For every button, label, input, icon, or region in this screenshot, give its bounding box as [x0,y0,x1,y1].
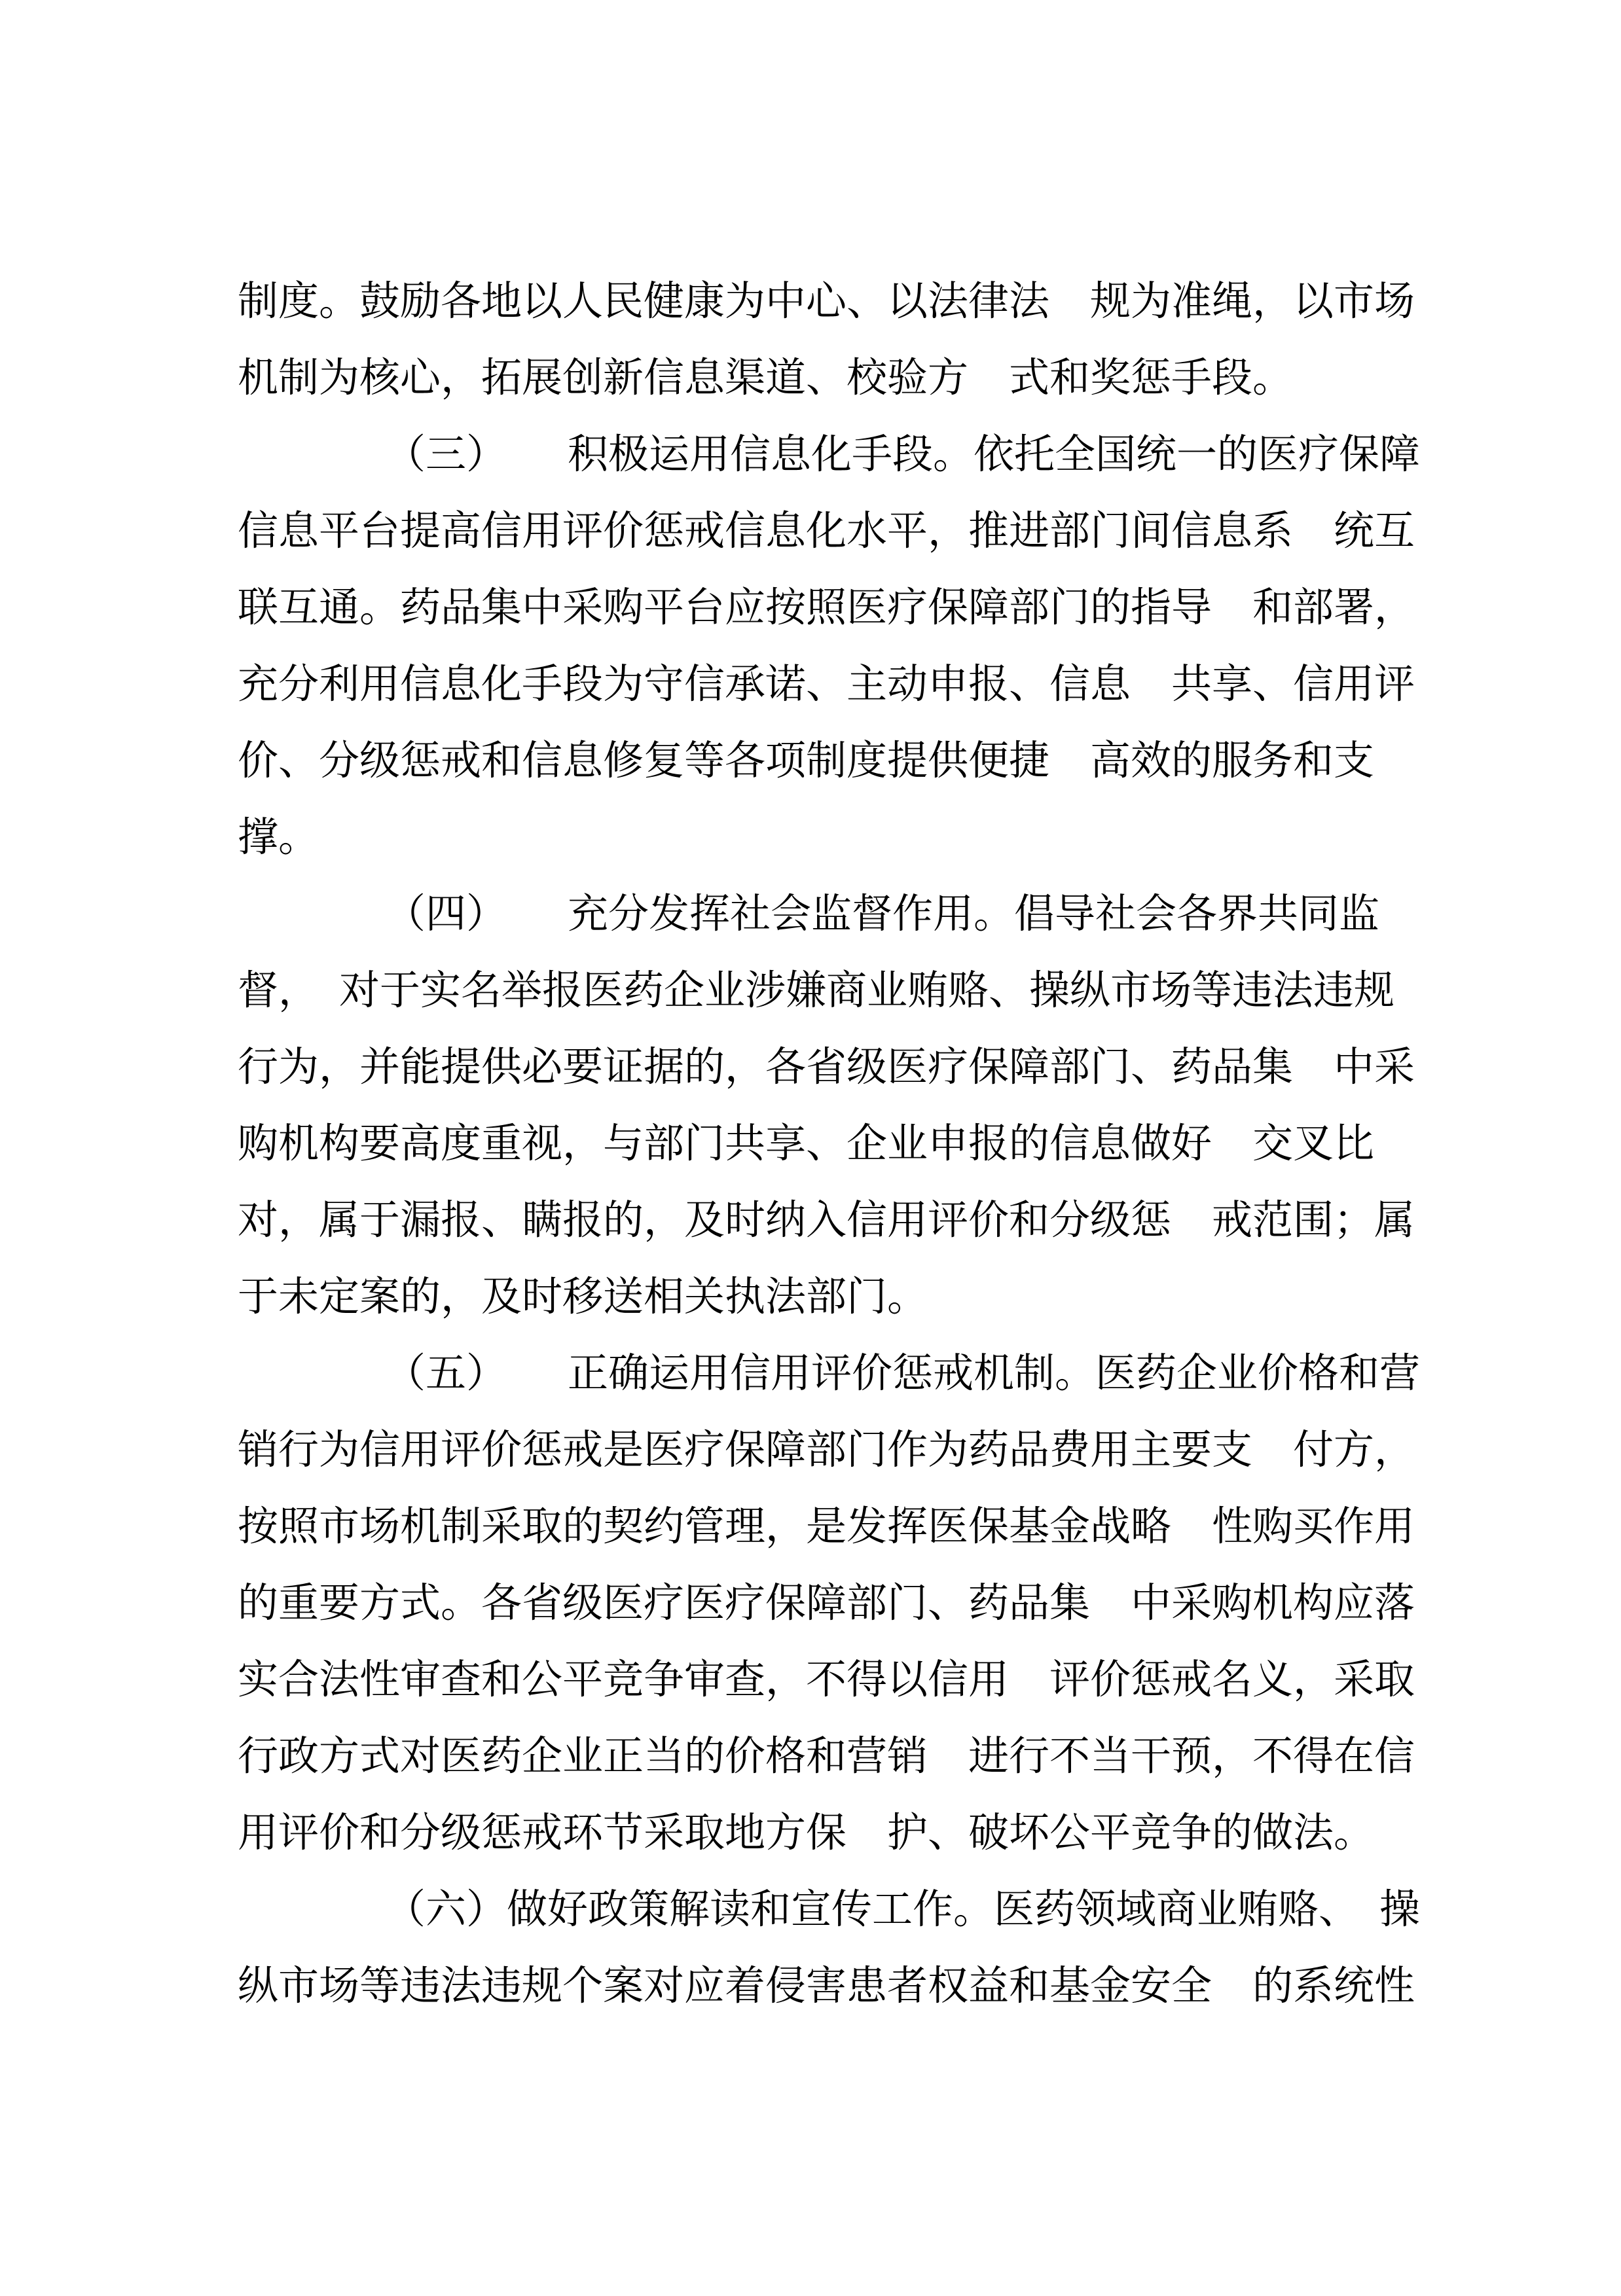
paragraph-start-item-3: （三） 积极运用信息化手段。依托全国统一的医疗保障 [385,433,1421,477]
text-line: 机制为核心，拓展创新信息渠道、校验方 式和奖惩手段。 [238,356,1294,401]
text-line: 于未定案的，及时移送相关执法部门。 [238,1275,928,1319]
text-line: 用评价和分级惩戒环节采取地方保 护、破坏公平竞争的做法。 [238,1811,1375,1856]
text-line: 购机构要高度重视，与部门共享、企业申报的信息做好 交叉比 [238,1122,1375,1166]
text-line: 行为，并能提供必要证据的，各省级医疗保障部门、药品集 中采 [238,1045,1415,1090]
paragraph-start-item-5: （五） 正确运用信用评价惩戒机制。医药企业价格和营 [385,1352,1421,1396]
text-line: 充分利用信息化手段为守信承诺、主动申报、信息 共享、信用评 [238,662,1415,707]
text-line: 纵市场等违法违规个案对应着侵害患者权益和基金安全 的系统性 [238,1964,1415,2009]
document-body [238,264,1421,2025]
text-line: 联互通。药品集中采购平台应按照医疗保障部门的指导 和部署， [238,586,1415,630]
text-line: 价、分级惩戒和信息修复等各项制度提供便捷 高效的服务和支 [238,739,1375,783]
text-line: 制度。鼓励各地以人民健康为中心、以法律法 规为准绳，以市场 [238,279,1415,324]
text-line: 的重要方式。各省级医疗医疗保障部门、药品集 中采购机构应落 [238,1581,1415,1626]
text-line: 督， 对于实名举报医药企业涉嫌商业贿赂、操纵市场等违法违规 [238,969,1395,1013]
text-line: 撑。 [238,816,319,860]
text-line: 对，属于漏报、瞒报的，及时纳入信用评价和分级惩 戒范围；属 [238,1198,1415,1243]
text-line: 销行为信用评价惩戒是医疗保障部门作为药品费用主要支 付方， [238,1428,1415,1473]
paragraph-start-item-4: （四） 充分发挥社会监督作用。倡导社会各界共同监 [385,892,1380,937]
text-line: 行政方式对医药企业正当的价格和营销 进行不当干预，不得在信 [238,1734,1415,1779]
text-line: 实合法性审查和公平竞争审查，不得以信用 评价惩戒名义，采取 [238,1658,1415,1702]
paragraph-start-item-6: （六）做好政策解读和宣传工作。医药领域商业贿赂、 操 [385,1888,1421,1932]
text-line: 按照市场机制采取的契约管理，是发挥医保基金战略 性购买作用 [238,1505,1415,1549]
text-line: 信息平台提高信用评价惩戒信息化水平，推进部门间信息系 统互 [238,509,1415,554]
